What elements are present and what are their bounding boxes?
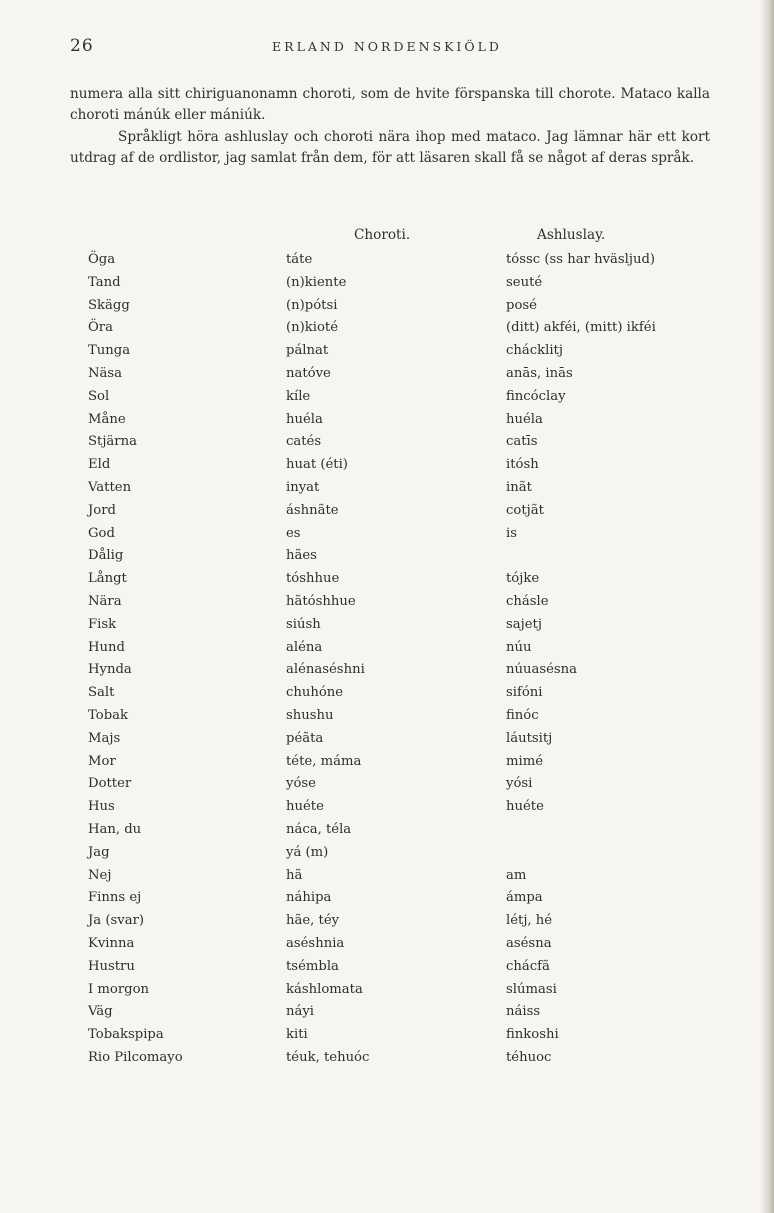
table-row	[0, 613, 774, 636]
swedish-word: Kvinna	[88, 935, 135, 951]
ashluslay-word: tóssc (ss har hväsljud)	[506, 252, 656, 267]
intro-text	[70, 84, 710, 170]
ashluslay-word: chácfã	[506, 958, 550, 974]
swedish-word: Nära	[88, 593, 122, 609]
choroti-word: tsémbla	[286, 958, 339, 974]
choroti-word: (n)kiente	[286, 274, 347, 290]
ashluslay-word: seuté	[506, 274, 543, 290]
table-row	[0, 704, 774, 727]
swedish-word: Dotter	[88, 776, 132, 792]
swedish-word: Majs	[88, 730, 121, 746]
ashluslay-word: ámpa	[506, 890, 543, 906]
table-row	[0, 248, 774, 271]
choroti-word: aséshnia	[286, 935, 345, 951]
swedish-word: Långt	[88, 571, 127, 587]
ashluslay-word: huéte	[506, 799, 544, 815]
swedish-word: Näsa	[88, 365, 123, 381]
swedish-word: Mor	[88, 753, 116, 769]
table-row	[0, 841, 774, 864]
choroti-word: áshnãte	[286, 502, 339, 518]
ashluslay-word: catīs	[506, 434, 538, 450]
swedish-word: Väg	[88, 1004, 113, 1020]
table-row	[0, 544, 774, 567]
table-row	[0, 567, 774, 590]
swedish-word: Öga	[88, 252, 116, 267]
swedish-word: Ja (svar)	[88, 913, 145, 929]
choroti-word: (n)kioté	[286, 320, 339, 336]
swedish-word: Rio Pilcomayo	[88, 1049, 183, 1065]
running-head: ERLAND NORDENSKIÖLD	[272, 39, 502, 54]
table-row	[0, 1046, 774, 1069]
table-row	[0, 772, 774, 795]
table-row	[0, 886, 774, 909]
ashluslay-word: tójke	[506, 571, 540, 587]
table-row	[0, 271, 774, 294]
page-number: 26	[70, 36, 94, 56]
table-row	[0, 658, 774, 681]
table-row	[0, 476, 774, 499]
choroti-word: kiti	[286, 1027, 308, 1043]
swedish-word: Dålig	[88, 548, 124, 564]
choroti-word: siúsh	[286, 616, 321, 632]
table-row	[0, 864, 774, 887]
ashluslay-word: fincóclay	[506, 388, 566, 404]
swedish-word: Jord	[88, 502, 116, 518]
ashluslay-word: finkoshi	[506, 1027, 559, 1043]
page-header	[0, 36, 774, 60]
table-row	[0, 932, 774, 955]
swedish-word: Tand	[88, 274, 121, 290]
column-header-choroti: Choroti.	[354, 227, 411, 243]
table-row	[0, 408, 774, 431]
table-row	[0, 499, 774, 522]
table-row	[0, 909, 774, 932]
choroti-word: péãta	[286, 730, 324, 746]
ashluslay-word: núu	[506, 639, 532, 655]
table-row	[0, 818, 774, 841]
table-row	[0, 978, 774, 1001]
choroti-word: náhipa	[286, 890, 332, 906]
choroti-word: huéla	[286, 411, 323, 427]
table-row	[0, 750, 774, 773]
swedish-word: Fisk	[88, 616, 117, 632]
table-row	[0, 453, 774, 476]
table-row	[0, 795, 774, 818]
swedish-word: Hus	[88, 799, 115, 815]
ashluslay-word: núuasésna	[506, 662, 578, 678]
choroti-word: yóse	[286, 776, 316, 792]
choroti-word: (n)pótsi	[286, 297, 338, 313]
column-header-ashluslay: Ashluslay.	[537, 227, 606, 243]
swedish-word: Hynda	[88, 662, 132, 678]
swedish-word: Han, du	[88, 821, 142, 837]
ashluslay-word: am	[506, 867, 527, 883]
vocabulary-table	[0, 248, 774, 1069]
ashluslay-word: yósi	[506, 776, 533, 792]
choroti-word: kíle	[286, 388, 311, 404]
table-row	[0, 636, 774, 659]
table-row	[0, 1023, 774, 1046]
ashluslay-word: finóc	[506, 707, 539, 723]
choroti-word: káshlomata	[286, 981, 363, 997]
table-row	[0, 339, 774, 362]
choroti-word: es	[286, 525, 301, 541]
swedish-word: Tunga	[88, 343, 131, 359]
choroti-word: téte, máma	[286, 753, 362, 769]
choroti-word: alénaséshni	[286, 662, 365, 678]
choroti-word: hãtóshhue	[286, 593, 356, 609]
swedish-word: Nej	[88, 867, 112, 883]
ashluslay-word: chásle	[506, 593, 549, 609]
choroti-word: aléna	[286, 639, 323, 655]
swedish-word: Tobakspipa	[88, 1027, 164, 1043]
swedish-word: Öra	[88, 320, 113, 336]
ashluslay-word: létj, hé	[506, 913, 553, 929]
choroti-word: yá (m)	[286, 844, 329, 860]
choroti-word: hã	[286, 867, 303, 883]
swedish-word: Finns ej	[88, 890, 142, 906]
choroti-word: natóve	[286, 365, 331, 381]
ashluslay-word: inãt	[506, 479, 532, 495]
choroti-word: pálnat	[286, 343, 329, 359]
swedish-word: Vatten	[88, 479, 132, 495]
ashluslay-word: itósh	[506, 457, 539, 473]
swedish-word: Salt	[88, 685, 115, 701]
ashluslay-word: slúmasi	[506, 981, 557, 997]
choroti-word: náca, téla	[286, 821, 352, 837]
table-row	[0, 727, 774, 750]
table-row	[0, 522, 774, 545]
ashluslay-word: láutsitj	[506, 730, 553, 746]
choroti-word: catés	[286, 434, 322, 450]
choroti-word: chuhóne	[286, 685, 344, 701]
table-row	[0, 1000, 774, 1023]
swedish-word: Jag	[88, 844, 110, 860]
ashluslay-word: cotjãt	[506, 502, 544, 518]
ashluslay-word: chácklitj	[506, 343, 563, 359]
swedish-word: Måne	[88, 411, 126, 427]
table-row	[0, 955, 774, 978]
swedish-word: Tobak	[88, 707, 129, 723]
choroti-word: huat (éti)	[286, 457, 348, 473]
swedish-word: Stjärna	[88, 434, 137, 450]
swedish-word: Hund	[88, 639, 125, 655]
ashluslay-word: sifóni	[506, 685, 543, 701]
table-row	[0, 590, 774, 613]
table-row	[0, 316, 774, 339]
ashluslay-word: anās, inās	[506, 365, 573, 381]
intro-paragraph-2: Språkligt höra ashluslay och choroti nära ihop med mataco. Jag lämnar här ett kort utdrag af de ordlistor, jag samlat från dem, för att läsaren skall få se något af deras språk.	[70, 128, 710, 167]
swedish-word: God	[88, 525, 115, 541]
ashluslay-word: mimé	[506, 753, 544, 769]
intro-paragraph-1: numera alla sitt chiriguanonamn choroti, som de hvite förspanska till chorote. Mataco kalla choroti mánúk eller mániúk.	[70, 86, 710, 124]
swedish-word: Hustru	[88, 958, 135, 974]
choroti-word: hãe, téy	[286, 913, 340, 929]
table-row	[0, 294, 774, 317]
table-row	[0, 681, 774, 704]
choroti-word: téuk, tehuóc	[286, 1049, 370, 1065]
swedish-word: I morgon	[88, 981, 150, 997]
swedish-word: Skägg	[88, 297, 130, 313]
table-row	[0, 430, 774, 453]
choroti-word: shushu	[286, 707, 334, 723]
ashluslay-word: náiss	[506, 1004, 541, 1020]
table-row	[0, 362, 774, 385]
ashluslay-word: (ditt) akféi, (mitt) ikféi	[506, 320, 656, 336]
choroti-word: hães	[286, 548, 317, 564]
ashluslay-word: huéla	[506, 411, 543, 427]
choroti-word: inyat	[286, 479, 320, 495]
ashluslay-word: is	[506, 525, 517, 541]
ashluslay-word: asésna	[506, 935, 552, 951]
swedish-word: Eld	[88, 457, 111, 473]
ashluslay-word: posé	[506, 297, 537, 313]
table-row	[0, 385, 774, 408]
choroti-word: táte	[286, 252, 313, 267]
choroti-word: náyi	[286, 1004, 315, 1020]
choroti-word: tóshhue	[286, 571, 340, 587]
ashluslay-word: téhuoc	[506, 1049, 552, 1065]
choroti-word: huéte	[286, 799, 324, 815]
swedish-word: Sol	[88, 388, 110, 404]
ashluslay-word: sajetj	[506, 616, 542, 632]
